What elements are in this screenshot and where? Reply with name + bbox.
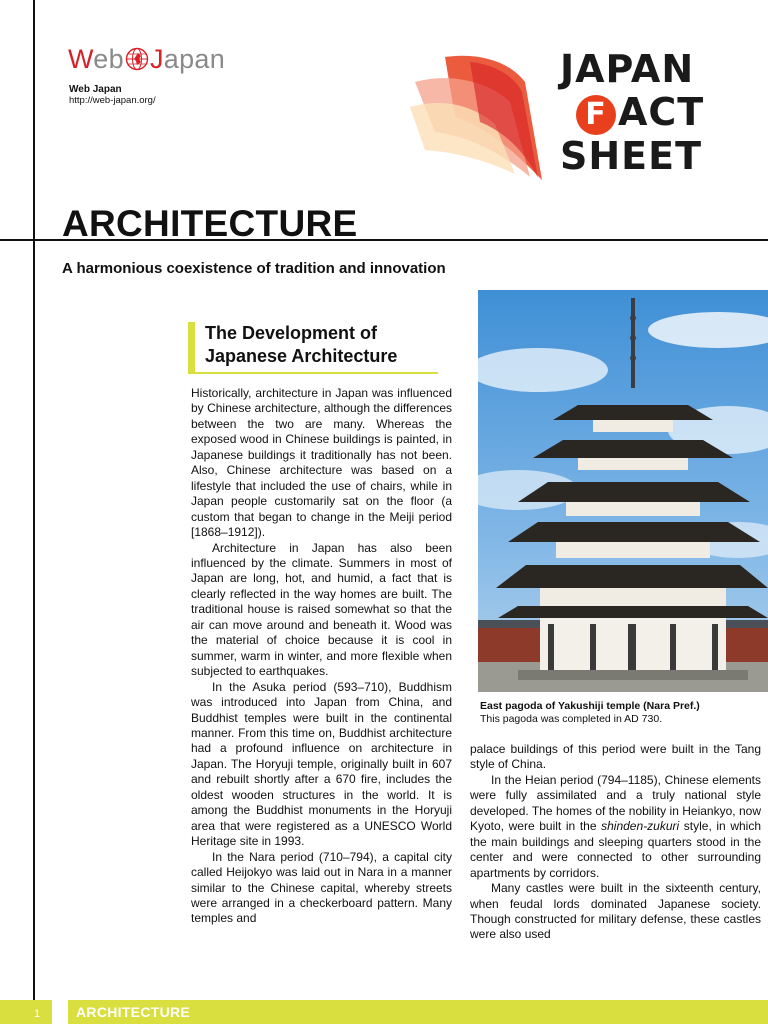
flag-ribbon-graphic <box>410 52 550 182</box>
paragraph: Historically, architecture in Japan was influenced by Chinese architecture, although the differences between the two are many. Whereas the exposed wood in Chinese buildings is painted, in Japanese buildings it traditionally has not been. Also, Chinese architecture was based on a lifestyle that included the use of chairs, while in Japan people customarily sat on the floor (a custom that began to change in the Meiji period [1868–1912]). <box>191 386 452 540</box>
footer-label: ARCHITECTURE <box>76 1004 191 1020</box>
body-column-right <box>470 742 761 967</box>
site-name: Web Japan <box>69 84 122 95</box>
section-heading: The Development of Japanese Architecture <box>188 322 438 374</box>
photo-caption-text: This pagoda was completed in AD 730. <box>480 713 663 725</box>
photo-caption-title: East pagoda of Yakushiji temple (Nara Pref.) <box>480 700 700 712</box>
japan-fact-sheet-logo: JAPAN F ACT SHEET <box>560 47 705 178</box>
page-title: ARCHITECTURE <box>62 203 358 244</box>
italic-term: shinden-zukuri <box>601 819 680 834</box>
paragraph: palace buildings of this period were built in the Tang style of China. <box>470 742 761 772</box>
paragraph: Many castles were built in the sixteenth century, when feudal lords dominated Japanese society. Though constructed for military defense, these castles were also used <box>470 881 761 942</box>
web-japan-logo[interactable]: Web Japan <box>68 44 226 74</box>
page-number: 1 <box>33 1008 41 1020</box>
fact-f-circle: F <box>576 95 616 135</box>
page-subtitle: A harmonious coexistence of tradition and innovation <box>62 260 446 277</box>
paragraph: In the Nara period (710–794), a capital city called Heijokyo was laid out in Nara in a manner similar to the Chinese capital, whereby streets were arranged in a checkerboard pattern. Many temples and <box>191 849 452 926</box>
site-url-link[interactable]: http://web-japan.org/ <box>69 95 156 106</box>
margin-rule-vertical <box>33 0 35 1000</box>
body-column-left <box>191 386 452 966</box>
pagoda-photo <box>478 290 768 692</box>
paragraph: Architecture in Japan has also been influenced by the climate. Summers in most of Japan are long, hot, and humid, a fact that is clearly reflected in the way homes are built. The traditional house is raised somewhat so that the air can move around and beneath it. Wood was the material of choice because it is cool in summer, warm in winter, and more flexible when subjected to earthquakes. <box>191 540 452 679</box>
footer-divider <box>52 1000 68 1024</box>
paragraph: In the Asuka period (593–710), Buddhism was introduced into Japan from China, and Buddhist temples were built in the continental manner. From this time on, Buddhist architecture had a profound influence on architecture in Japan. The Horyuji temple, originally built in 607 and rebuilt shortly after a 670 fire, includes the oldest wooden structures in the world. It is among the Buddhist monuments in the Horyuji area that were registered as a UNESCO World Heritage site in 1993. <box>191 679 452 849</box>
paragraph: In the Heian period (794–1185), Chinese elements were fully assimilated and a truly national style developed. The homes of the nobility in Heiankyo, now Kyoto, were built in the shinden-zukuri style, in which the main buildings and sleeping quarters stood in the center and were connected to other surrounding apartments by corridors. <box>470 772 761 880</box>
globe-icon <box>125 47 149 71</box>
